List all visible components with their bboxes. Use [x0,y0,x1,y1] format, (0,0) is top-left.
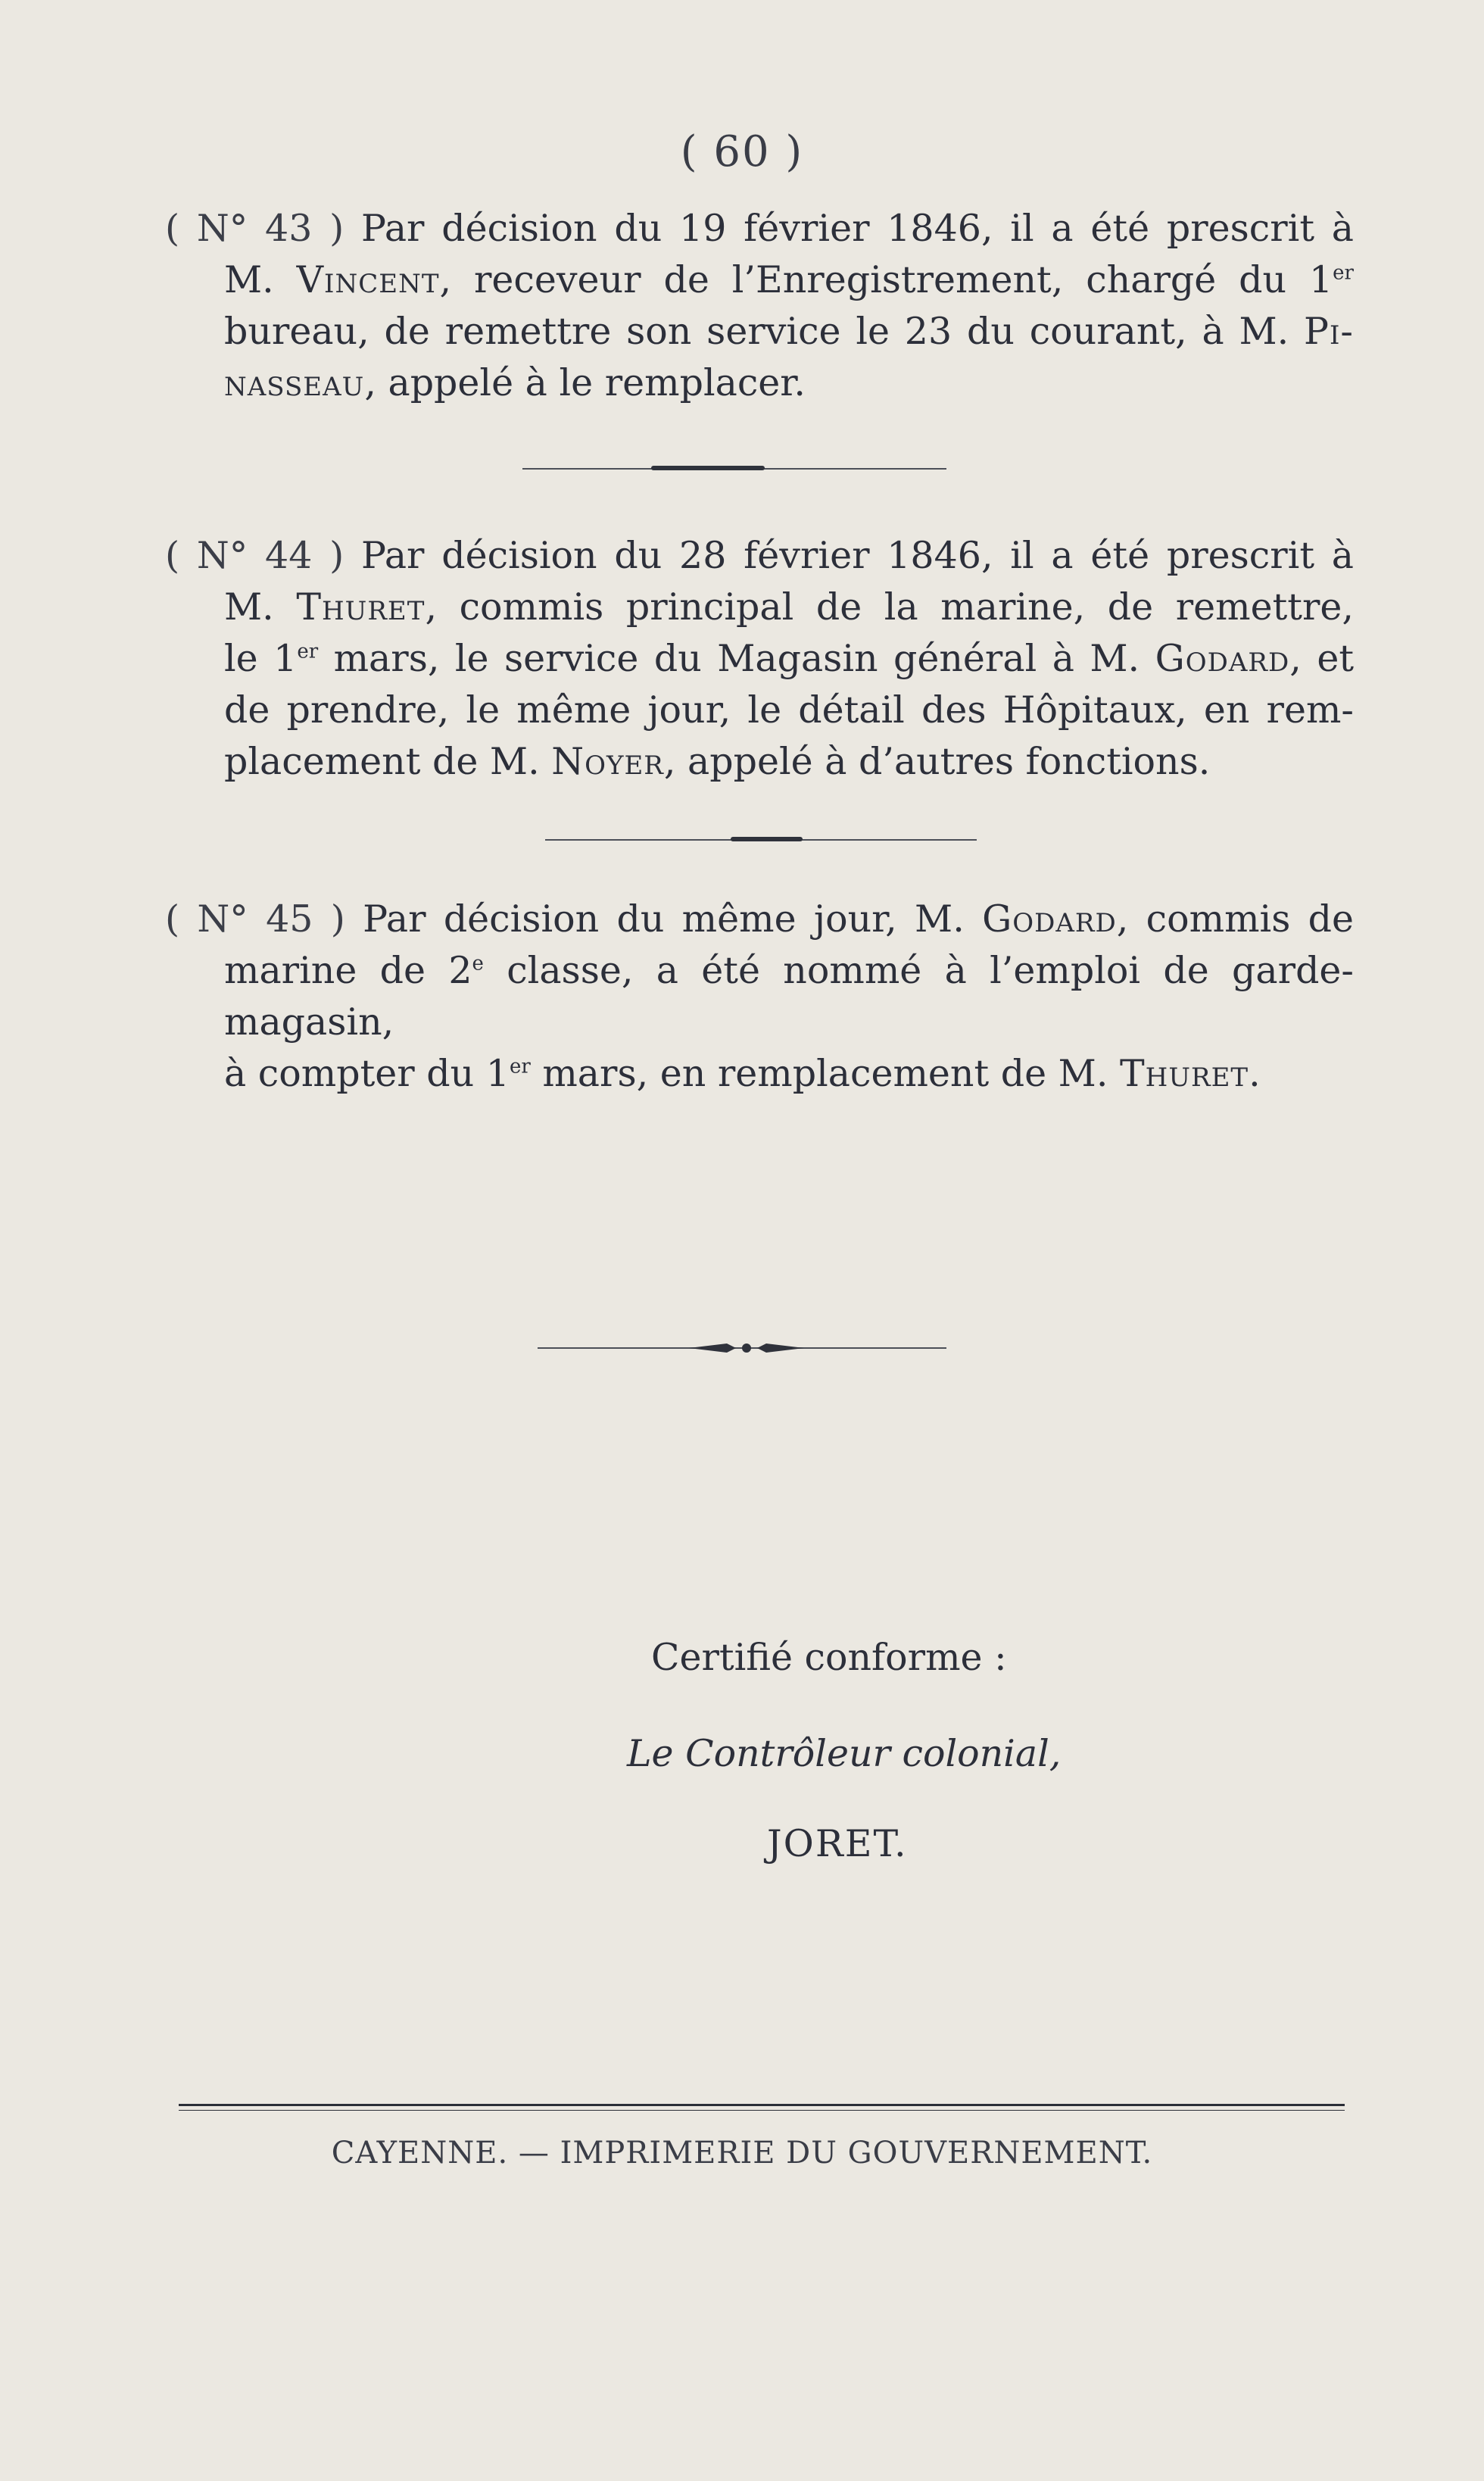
entry-text: . [1249,1052,1261,1095]
ornament-divider [538,1340,946,1356]
entry-line [180,685,1354,736]
printer-imprint: CAYENNE. — IMPRIMERIE DU GOUVERNEMENT. [331,2136,1153,2170]
signatory-name: JORET. [767,1822,908,1865]
person-name: nasseau [224,361,365,404]
entry-text: de prendre, le même jour, le détail des Hôpitaux, en rem- [224,688,1354,732]
entry-text: mars, en remplacement de M. [530,1052,1120,1095]
entry-number: ( N° 44 ) [165,534,362,577]
entry-line [180,357,1354,409]
entry-text: M. [224,585,297,629]
entry-text: M. [224,258,297,301]
person-name: Godard [1155,637,1290,680]
person-name: Thuret [1120,1052,1249,1095]
entry-line [180,1048,1354,1100]
entry-line [165,203,1354,254]
entry-number: ( N° 43 ) [165,207,362,250]
ordinal-superscript: er [509,1055,531,1078]
entry-line [180,306,1354,357]
page-number: ( 60 ) [680,127,804,176]
person-name: Thuret [296,585,426,629]
entry-text: , commis de [1116,897,1355,941]
entry-text: , commis principal de la marine, de remettre, [425,585,1354,629]
entry-text: , et [1289,637,1355,680]
entry-text: Par décision du 28 février 1846, il a été prescrit à [361,534,1354,577]
entry-line [180,254,1354,306]
footer-rule [179,2104,1345,2106]
footer-rule-thin [179,2110,1345,2111]
entry-text: , appelé à d’autres fonctions. [663,740,1211,783]
person-name: Godard [982,897,1117,941]
entry-number: ( N° 45 ) [165,897,363,941]
entry-text: le 1 [224,637,298,680]
ordinal-superscript: er [1333,261,1354,285]
entry-text: à compter du 1 [224,1052,510,1095]
entry-line [165,530,1354,582]
entry-text: classe, a été nommé à l’emploi de garde-magasin, [224,949,1354,1044]
controller-title: Le Contrôleur colonial, [627,1732,1062,1775]
entry-text: placement de M. [224,740,552,783]
person-name: Vincent [296,258,440,301]
entry-line [180,582,1354,633]
person-name: Pi- [1304,310,1354,353]
decision-entry-44 [165,530,1355,788]
entry-text: Par décision du 19 février 1846, il a été prescrit à [361,207,1354,250]
entry-text: bureau, de remettre son service le 23 du courant, à M. [224,310,1305,353]
entry-text: mars, le service du Magasin général à M. [318,637,1155,680]
entry-text: marine de 2 [224,949,472,992]
decision-entry-43 [165,203,1354,409]
entry-line [180,736,1354,788]
entry-text: , appelé à le remplacer. [364,361,806,404]
decision-entry-45 [165,894,1355,1100]
entry-line [165,894,1354,945]
entry-line [180,633,1354,685]
person-name: Noyer [551,740,664,783]
entry-text: Par décision du même jour, M. [363,897,983,941]
entry-text: , receveur de l’Enregistrement, chargé du 1 [439,258,1333,301]
entry-line [180,945,1354,1048]
ordinal-superscript: er [297,640,319,663]
ordinal-superscript: e [472,952,484,975]
certification-line: Certifié conforme : [651,1636,1007,1679]
